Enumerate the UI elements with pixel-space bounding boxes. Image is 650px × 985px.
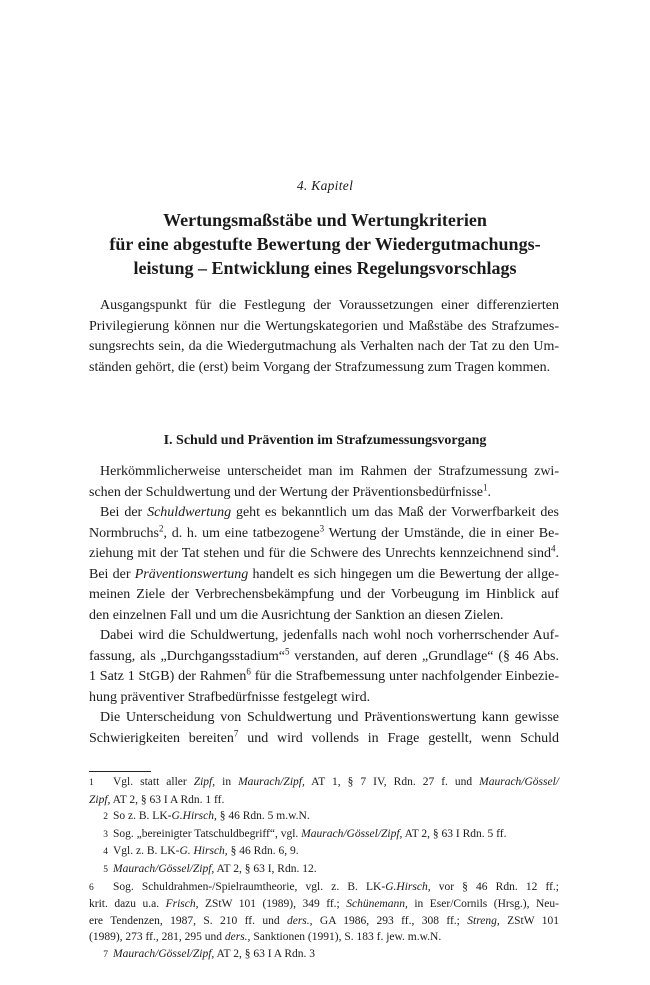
text-line: Bei der Schuldwertung geht es bekanntlich um das Maß der Vorwerfbarkeit des	[100, 505, 560, 520]
footnote-divider	[89, 771, 151, 772]
paragraph-2	[89, 503, 559, 626]
intro-paragraph	[89, 296, 559, 378]
footnote-ref[interactable]: 6	[246, 666, 251, 677]
footnote-ref[interactable]: 2	[159, 522, 164, 533]
text-line: fassung, als „Durchgangsstadium“$^5$ verstanden, auf deren „Grundlage“ (§ 46 Abs.	[89, 645, 560, 664]
body-text	[89, 462, 559, 749]
footnote-3: 3 Sog. „bereinigter Tatschuldbegriff“, vgl. Maurach/Gössel/Zipf, AT 2, § 63 I Rdn. 5 ff.	[103, 827, 507, 840]
footnote-ref[interactable]: 1	[483, 481, 488, 492]
footnote-6-cont: (1989), 273 ff., 281, 295 und ders., Sanktionen (1991), S. 183 f. jew. m.w.N.	[89, 931, 442, 944]
text-line: Schwierigkeiten bereiten$^7$ und wird vollends in Frage gestellt, wenn Schuld	[89, 727, 559, 746]
footnote-ref[interactable]: 3	[319, 522, 325, 533]
footnote-6: 6 Sog. Schuldrahmen-/Spielraumtheorie, vgl. z. B. LK-G.Hirsch, vor § 46 Rdn. 12 ff.;	[89, 880, 559, 893]
title-line: für eine abgestufte Bewertung der Wiedergutmachungs-	[109, 234, 541, 254]
text-line: Privilegierung können nur die Wertungskategorien und Maßstäbe des Strafzumes-	[89, 318, 559, 334]
paragraph-1	[89, 462, 559, 503]
text-line: den einzelnen Fall und um die Ausrichtung der Sanktion an diesen Zielen.	[89, 607, 504, 623]
text-line: sungsrechts sein, da die Wiedergutmachung als Verhalten nach der Tat zu den Um-	[89, 339, 559, 354]
text-line: Normbruchs$^2$, d. h. um eine tatbezogene$^3$ Wertung der Umstände, die in einer Be-	[89, 522, 560, 541]
footnote-ref[interactable]: 7	[233, 727, 239, 738]
text-line: Herkömmlicherweise unterscheidet man im Rahmen der Strafzumessung zwi-	[100, 464, 559, 479]
section-heading: I. Schuld und Prävention im Strafzumessungsvorgang	[163, 433, 487, 448]
footnote-ref[interactable]: 5	[284, 645, 290, 656]
paragraph-3	[89, 626, 559, 708]
text-line: hung präventiver Strafbedürfnisse festgelegt wird.	[89, 689, 371, 705]
footnote-1: 1 Vgl. statt aller Zipf, in Maurach/Zipf, AT 1, § 7 IV, Rdn. 27 f. und Maurach/Gössel/	[89, 776, 559, 788]
text-line: meinen Ziele der Verbrechensbekämpfung und der Vorbeugung im Hinblick auf	[89, 587, 559, 602]
text-line: Dabei wird die Schuldwertung, jedenfalls nach wohl noch vorherrschender Auf-	[100, 628, 559, 643]
footnote-6-cont: ere Tendenzen, 1987, S. 210 ff. und ders., GA 1986, 293 ff., 308 ff.; Streng, ZStW 101	[89, 914, 560, 927]
footnote-4: 4 Vgl. z. B. LK-G. Hirsch, § 46 Rdn. 6, 9.	[103, 845, 299, 858]
text-line: ständen gehört, die (erst) beim Vorgang der Strafzumessung zum Tragen kommen.	[89, 359, 551, 375]
paragraph-4	[89, 708, 559, 749]
footnote-7: 7 Maurach/Gössel/Zipf, AT 2, § 63 I A Rdn. 3	[103, 947, 316, 960]
footnote-5: 5 Maurach/Gössel/Zipf, AT 2, § 63 I, Rdn. 12.	[103, 862, 317, 875]
footnote-2: 2 So z. B. LK-G.Hirsch, § 46 Rdn. 5 m.w.N.	[103, 810, 310, 823]
chapter-title	[60, 208, 590, 280]
footnote-ref[interactable]: 4	[551, 543, 556, 554]
footnote-6-cont: krit. dazu u.a. Frisch, ZStW 101 (1989), 349 ff.; Schünemann, in Eser/Cornils (Hrsg.), Neu-	[89, 898, 559, 911]
title-line: Wertungsmaßstäbe und Wertungkriterien	[163, 210, 487, 230]
text-line: Ausgangspunkt für die Festlegung der Voraussetzungen einer differenzierten	[100, 298, 559, 313]
title-line: leistung – Entwicklung eines Regelungsvorschlags	[133, 258, 517, 278]
text-line: Die Unterscheidung von Schuldwertung und Präventionswertung kann gewisse	[100, 710, 559, 725]
text-line: 1 Satz 1 StGB) der Rahmen$^6$ für die Strafbemessung unter nachfolgender Einbezie-	[89, 666, 560, 684]
text-line: Bei der Präventionswertung handelt es sich hingegen um die Bewertung der allge-	[89, 566, 560, 582]
chapter-label: 4. Kapitel	[296, 178, 354, 193]
text-line: schen der Schuldwertung und der Wertung der Präventionsbedürfnisse$^1$.	[89, 481, 492, 500]
footnotes	[89, 774, 559, 964]
text-line: ziehung mit der Tat stehen und für die Schwere des Unrechts kennzeichnend sind$^4$.	[89, 543, 559, 561]
footnote-1-cont: Zipf, AT 2, § 63 I A Rdn. 1 ff.	[89, 793, 225, 806]
